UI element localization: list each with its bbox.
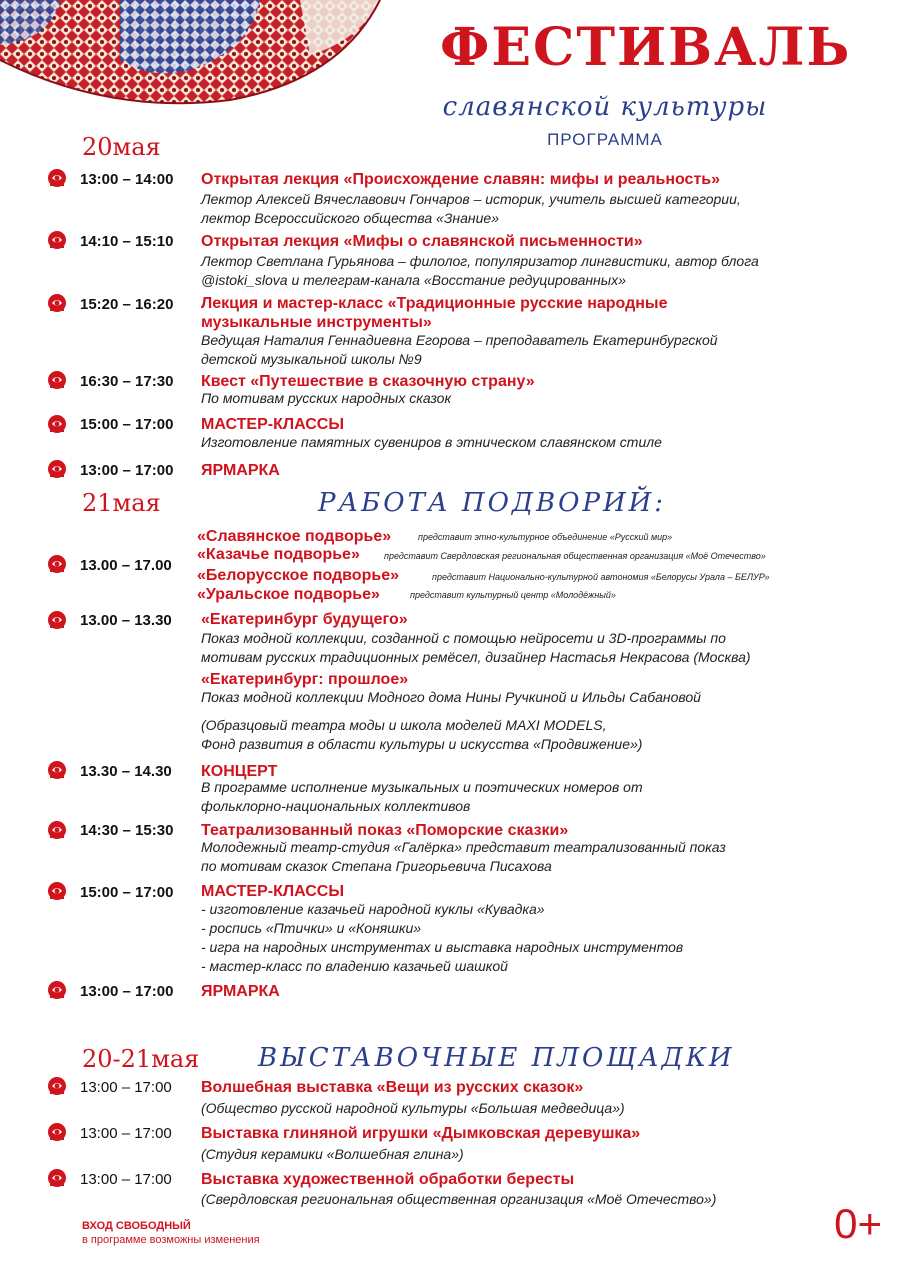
event-description: Изготовление памятных сувениров в этническом славянском стиле [201, 434, 662, 450]
rose-bullet-icon [46, 370, 68, 392]
event-title: Квест «Путешествие в сказочную страну» [201, 373, 535, 390]
rose-bullet-icon [46, 1076, 68, 1098]
event-description: В программе исполнение музыкальных и поэтических номеров от фольклорно-национальных коллективов [201, 779, 643, 814]
event-description: Показ модной коллекции Модного дома Нины Ручкиной и Ильды Сабановой [201, 689, 701, 705]
event-title: Театрализованный показ «Поморские сказки» [201, 822, 569, 839]
rose-bullet-icon [46, 1168, 68, 1190]
exhibits-heading: ВЫСТАВОЧНЫЕ ПЛОЩАДКИ [258, 1043, 735, 1073]
farmstead-name: «Белорусское подворье» [197, 567, 399, 584]
rose-bullet-icon [46, 760, 68, 782]
rose-bullet-icon [46, 610, 68, 632]
rose-bullet-icon [46, 980, 68, 1002]
event-description: (Студия керамики «Волшебная глина») [201, 1146, 464, 1162]
festival-title: ФЕСТИВАЛЬ [440, 17, 852, 78]
farmstead-name: «Уральское подворье» [197, 586, 380, 603]
time: 15:00 – 17:00 [80, 884, 174, 901]
changes-notice: в программе возможны изменения [82, 1234, 260, 1246]
event-title: ЯРМАРКА [201, 462, 280, 479]
farmstead-name: «Казачье подворье» [197, 546, 360, 563]
time: 13:00 – 17:00 [80, 1079, 172, 1096]
time: 15:20 – 16:20 [80, 296, 174, 313]
event-note: (Образцовый театра моды и школа моделей MAXI MODELS, Фонд развития в области культуры и искусства «Продвижение») [201, 717, 643, 752]
date-may-20: 20мая [82, 133, 161, 161]
event-title: ЯРМАРКА [201, 983, 280, 1000]
date-may-20-21: 20-21мая [82, 1045, 200, 1073]
rose-bullet-icon [46, 554, 68, 576]
farmstead-note: представит культурный центр «Молодёжный» [410, 590, 616, 600]
festival-subtitle: славянской культуры [442, 92, 768, 122]
event-title: Выставка художественной обработки бересты [201, 1171, 575, 1188]
time: 16:30 – 17:30 [80, 373, 174, 390]
time: 13:00 – 17:00 [80, 1171, 172, 1188]
time: 13:00 – 14:00 [80, 171, 174, 188]
event-title: «Екатеринбург: прошлое» [201, 671, 409, 688]
farmstead-note: представит этно-культурное объединение «Русский мир» [418, 532, 673, 542]
event-description: - изготовление казачьей народной куклы «Кувадка» - роспись «Птички» и «Коняшки» - игра на народных инструментах и выставка народных инструментов - мастер-класс по владению казачьей шашкой [201, 901, 684, 974]
rose-bullet-icon [46, 414, 68, 436]
rose-bullet-icon [46, 881, 68, 903]
time: 14:10 – 15:10 [80, 233, 174, 250]
rose-bullet-icon [46, 168, 68, 190]
rose-bullet-icon [46, 459, 68, 481]
time: 13.00 – 17.00 [80, 557, 172, 574]
event-description: (Общество русской народной культуры «Большая медведица») [201, 1100, 625, 1116]
event-title: КОНЦЕРТ [201, 763, 278, 780]
event-description: Лектор Светлана Гурьянова – филолог, популяризатор лингвистики, автор блога @istoki_slova и телеграм-канала «Восстание редуцированных» [201, 253, 759, 288]
event-description: Показ модной коллекции, созданной с помощью нейросети и 3D-программы по мотивам русских традиционных ремёсел, дизайнер Настасья Некрасова (Москва) [201, 630, 751, 665]
rose-bullet-icon [46, 820, 68, 842]
farmstead-note: представит Свердловская региональная общественная организация «Моё Отечество» [384, 551, 766, 561]
rose-bullet-icon [46, 230, 68, 252]
program-label: ПРОГРАММА [547, 130, 663, 149]
time: 13:00 – 17:00 [80, 462, 174, 479]
event-title: Волшебная выставка «Вещи из русских сказок» [201, 1079, 584, 1096]
farmstead-note: представит Национально-культурной автономия «Белорусы Урала – БЕЛУР» [432, 572, 770, 582]
time: 13.30 – 14.30 [80, 763, 172, 780]
event-title: МАСТЕР-КЛАССЫ [201, 416, 345, 433]
event-title-line2: музыкальные инструменты» [201, 314, 432, 331]
date-may-21: 21мая [82, 489, 161, 517]
event-title: Выставка глиняной игрушки «Дымковская деревушка» [201, 1125, 641, 1142]
farmstead-name: «Славянское подворье» [197, 528, 392, 545]
time: 13:00 – 17:00 [80, 1125, 172, 1142]
event-description: Молодежный театр-студия «Галёрка» представит театрализованный показ по мотивам сказок Степана Григорьевича Писахова [201, 839, 726, 874]
event-title: Открытая лекция «Мифы о славянской письменности» [201, 233, 643, 250]
folk-ornament-decoration [0, 0, 400, 110]
time: 13.00 – 13.30 [80, 612, 172, 629]
event-title: Лекция и мастер-класс «Традиционные русские народные [201, 295, 668, 312]
time: 13:00 – 17:00 [80, 983, 174, 1000]
event-title: Открытая лекция «Происхождение славян: мифы и реальность» [201, 171, 721, 188]
event-description: Лектор Алексей Вячеславович Гончаров – историк, учитель высшей категории, лектор Всероссийского общества «Знание» [201, 191, 741, 226]
farmsteads-heading: РАБОТА ПОДВОРИЙ: [318, 488, 667, 518]
event-description: (Свердловская региональная общественная организация «Моё Отечество») [201, 1191, 717, 1207]
event-description: По мотивам русских народных сказок [201, 390, 452, 406]
event-title: МАСТЕР-КЛАССЫ [201, 883, 345, 900]
free-entry-label: ВХОД СВОБОДНЫЙ [82, 1220, 191, 1232]
rose-bullet-icon [46, 293, 68, 315]
event-title: «Екатеринбург будущего» [201, 611, 408, 628]
rose-bullet-icon [46, 1122, 68, 1144]
time: 14:30 – 15:30 [80, 822, 174, 839]
event-description: Ведущая Наталия Геннадиевна Егорова – преподаватель Екатеринбургской детской музыкальной школы №9 [201, 332, 718, 367]
age-rating-badge: 0+ [834, 1200, 882, 1247]
time: 15:00 – 17:00 [80, 416, 174, 433]
